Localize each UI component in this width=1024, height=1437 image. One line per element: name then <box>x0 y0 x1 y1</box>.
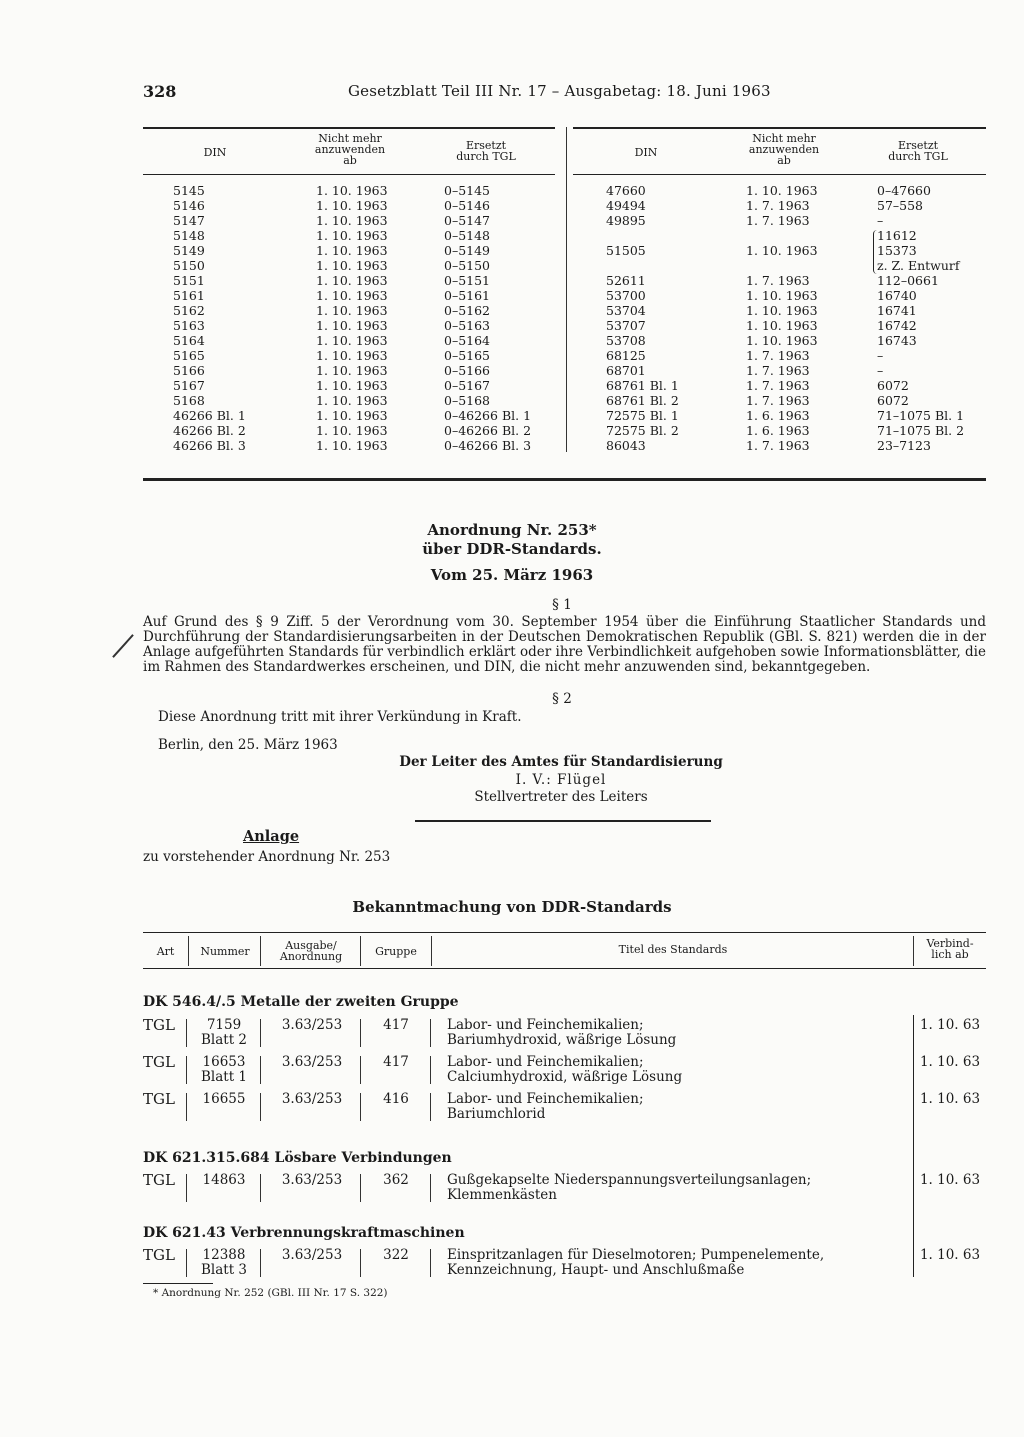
column-tick <box>186 1174 187 1202</box>
ersetzt-header-right: Ersetzt durch TGL <box>888 139 948 163</box>
din-number: 46266 Bl. 1 <box>173 408 246 423</box>
anlage-subtitle: zu vorstehender Anordnung Nr. 253 <box>143 849 391 865</box>
din-table-row <box>173 393 564 408</box>
anlage-title: Anlage <box>243 828 300 845</box>
order-date: Vom 25. März 1963 <box>430 566 594 584</box>
din-header-right: DIN <box>634 146 658 159</box>
replacement-brace <box>873 230 880 274</box>
din-table-row <box>606 288 1024 303</box>
replaced-by-tgl: 0–5167 <box>444 378 491 393</box>
din-number: 86043 <box>606 438 646 453</box>
din-number: 51505 <box>606 243 646 258</box>
din-number: 49895 <box>606 213 646 228</box>
replaced-by-tgl: 0–46266 Bl. 2 <box>444 423 532 438</box>
replaced-by-tgl: 0–5145 <box>444 183 491 198</box>
valid-until-date: 1. 10. 1963 <box>316 423 388 438</box>
replaced-by-tgl: 0–5146 <box>444 198 491 213</box>
column-tick <box>430 1019 431 1047</box>
column-tick <box>260 1019 261 1047</box>
din-number: 5167 <box>173 378 205 393</box>
din-table-row <box>173 198 564 213</box>
issue: 3.63/253 <box>281 1091 343 1107</box>
column-tick <box>360 1056 361 1084</box>
column-tick <box>430 1249 431 1277</box>
replaced-by-tgl: 16742 <box>877 318 917 333</box>
replaced-by-tgl: 0–5147 <box>444 213 491 228</box>
footnote-rule <box>143 1283 213 1284</box>
column-tick <box>430 1093 431 1121</box>
din-table-row <box>173 438 564 453</box>
replaced-by-tgl: 16743 <box>877 333 917 348</box>
din-number: 5150 <box>173 258 205 273</box>
replaced-by-tgl: 0–5166 <box>444 363 491 378</box>
valid-until-date <box>746 258 877 273</box>
replaced-by-tgl: 71–1075 Bl. 2 <box>877 423 965 438</box>
din-number: 72575 Bl. 1 <box>606 408 679 423</box>
valid-until-date: 1. 10. 1963 <box>316 408 388 423</box>
din-table-row <box>173 318 564 333</box>
issue: 3.63/253 <box>281 1054 343 1070</box>
din-table-row <box>606 303 1024 318</box>
art: TGL <box>143 1090 175 1108</box>
replaced-by-tgl: 0–5168 <box>444 393 491 408</box>
replaced-by-tgl: 6072 <box>877 378 909 393</box>
column-tick <box>260 1093 261 1121</box>
din-table-row <box>606 183 1024 198</box>
order-subtitle: über DDR-Standards. <box>422 540 602 558</box>
group: 417 <box>383 1017 409 1033</box>
replaced-by-tgl: 0–47660 <box>877 183 931 198</box>
verbindlich-col-rule <box>913 1015 914 1277</box>
ersetzt-header-left: Ersetzt durch TGL <box>456 139 516 163</box>
valid-from: 1. 10. 63 <box>919 1017 981 1033</box>
din-table-row <box>173 228 564 243</box>
din-number: 5149 <box>173 243 205 258</box>
din-table-row <box>173 408 564 423</box>
column-tick <box>260 1056 261 1084</box>
nicht-mehr-header-right: Nicht mehr anzuwenden ab <box>748 132 820 167</box>
din-number: 5151 <box>173 273 205 288</box>
din-table-row <box>606 423 1024 438</box>
column-tick <box>430 1056 431 1084</box>
replaced-by-tgl: 16741 <box>877 303 917 318</box>
din-table-row <box>173 303 564 318</box>
replaced-by-tgl: 112–0661 <box>877 273 939 288</box>
valid-until-date: 1. 10. 1963 <box>316 438 388 453</box>
din-number: 68125 <box>606 348 646 363</box>
standard-title: Gußgekapselte Niederspannungsverteilungsanlagen; Klemmenkästen <box>447 1172 812 1203</box>
art: TGL <box>143 1171 175 1189</box>
standards-header-rule <box>143 968 986 969</box>
valid-until-date: 1. 7. 1963 <box>746 438 810 453</box>
din-number: 53704 <box>606 303 646 318</box>
valid-until-date: 1. 10. 1963 <box>316 393 388 408</box>
valid-from: 1. 10. 63 <box>919 1172 981 1188</box>
replaced-by-tgl: – <box>877 213 884 228</box>
valid-from: 1. 10. 63 <box>919 1054 981 1070</box>
din-number: 53700 <box>606 288 646 303</box>
din-number: 46266 Bl. 3 <box>173 438 246 453</box>
din-table-row <box>173 378 564 393</box>
din-number: 68761 Bl. 1 <box>606 378 679 393</box>
column-tick <box>360 1249 361 1277</box>
din-number: 5166 <box>173 363 205 378</box>
nicht-mehr-header-left: Nicht mehr anzuwenden ab <box>314 132 386 167</box>
replaced-by-tgl: z. Z. Entwurf <box>877 258 960 273</box>
order-title: Anordnung Nr. 253* <box>427 521 597 539</box>
place-date: Berlin, den 25. März 1963 <box>158 737 338 753</box>
art: TGL <box>143 1246 175 1264</box>
valid-until-date: 1. 6. 1963 <box>746 408 810 423</box>
group: 417 <box>383 1054 409 1070</box>
issue: 3.63/253 <box>281 1247 343 1263</box>
table-top-rule-left <box>143 127 555 129</box>
din-number: 53708 <box>606 333 646 348</box>
din-number: 5162 <box>173 303 205 318</box>
valid-until-date: 1. 10. 1963 <box>316 273 388 288</box>
valid-until-date: 1. 7. 1963 <box>746 213 810 228</box>
din-table-row <box>173 348 564 363</box>
page-number: 328 <box>143 82 177 101</box>
column-tick <box>186 1056 187 1084</box>
section-1-label: § 1 <box>552 597 572 613</box>
valid-until-date: 1. 10. 1963 <box>316 348 388 363</box>
valid-until-date: 1. 10. 1963 <box>316 318 388 333</box>
column-tick <box>360 1174 361 1202</box>
din-number <box>606 258 746 273</box>
din-table-right-body <box>606 183 1024 453</box>
din-number: 5161 <box>173 288 205 303</box>
din-number: 68761 Bl. 2 <box>606 393 679 408</box>
replaced-by-tgl: 71–1075 Bl. 1 <box>877 408 965 423</box>
replaced-by-tgl: 0–5151 <box>444 273 491 288</box>
valid-until-date: 1. 7. 1963 <box>746 348 810 363</box>
section-1-text: Auf Grund des § 9 Ziff. 5 der Verordnung vom 30. September 1954 über die Einführung Staatlicher Standards und Durchführung der Standardisierungsarbeiten in der Deutschen Demokratischen Republik (GBl. S. 821) werden die in der Anlage aufgeführten Standards für verbindlich erklärt oder ihre Verbindlichkeit aufgehoben sowie Informationsblätter, die im Rahmen des Standardwerkes erscheinen, und DIN, die nicht mehr anzuwenden sind, bekanntgegeben. <box>143 614 986 675</box>
valid-from: 1. 10. 63 <box>919 1247 981 1263</box>
valid-until-date: 1. 10. 1963 <box>746 243 818 258</box>
valid-until-date: 1. 10. 1963 <box>316 363 388 378</box>
column-tick <box>360 1019 361 1047</box>
din-number: 5147 <box>173 213 205 228</box>
din-table-row <box>606 438 1024 453</box>
column-tick <box>186 1249 187 1277</box>
replaced-by-tgl: – <box>877 363 884 378</box>
valid-until-date: 1. 10. 1963 <box>316 213 388 228</box>
valid-until-date <box>746 228 877 243</box>
valid-until-date: 1. 7. 1963 <box>746 273 810 288</box>
standard-number: 12388 Blatt 3 <box>200 1247 248 1278</box>
valid-until-date: 1. 10. 1963 <box>316 333 388 348</box>
din-table-row <box>606 258 1024 273</box>
din-table-row <box>606 318 1024 333</box>
footnote: * Anordnung Nr. 252 (GBl. III Nr. 17 S. 322) <box>153 1287 388 1299</box>
group-title: DK 621.43 Verbrennungskraftmaschinen <box>143 1225 465 1241</box>
din-table-row <box>606 198 1024 213</box>
din-table-row <box>173 258 564 273</box>
din-table-row <box>173 423 564 438</box>
valid-until-date: 1. 10. 1963 <box>746 288 818 303</box>
din-number: 5148 <box>173 228 205 243</box>
standard-title: Einspritzanlagen für Dieselmotoren; Pumpenelemente, Kennzeichnung, Haupt- und Anschlußmaße <box>447 1247 825 1278</box>
din-table-row <box>173 333 564 348</box>
group: 362 <box>383 1172 409 1188</box>
din-number: 46266 Bl. 2 <box>173 423 246 438</box>
valid-until-date: 1. 10. 1963 <box>746 318 818 333</box>
table-center-divider <box>566 127 567 452</box>
din-number: 5163 <box>173 318 205 333</box>
replaced-by-tgl: 15373 <box>877 243 917 258</box>
col-sep-2 <box>260 936 261 966</box>
replaced-by-tgl: 0–5148 <box>444 228 491 243</box>
header-gruppe: Gruppe <box>375 945 417 958</box>
din-number: 47660 <box>606 183 646 198</box>
valid-until-date: 1. 10. 1963 <box>316 303 388 318</box>
din-table-row <box>173 273 564 288</box>
din-number: 5164 <box>173 333 205 348</box>
valid-until-date: 1. 10. 1963 <box>316 288 388 303</box>
standard-title: Labor- und Feinchemikalien; Bariumchlorid <box>447 1091 644 1122</box>
replaced-by-tgl: 23–7123 <box>877 438 931 453</box>
din-table-row <box>173 363 564 378</box>
standard-number: 14863 <box>202 1172 246 1188</box>
signer-name: I. V.: Flügel <box>515 772 607 788</box>
din-number: 5168 <box>173 393 205 408</box>
header-ausgabe: Ausgabe/ Anordnung <box>279 939 343 963</box>
column-tick <box>186 1093 187 1121</box>
standard-number: 16655 <box>202 1091 246 1107</box>
valid-from: 1. 10. 63 <box>919 1091 981 1107</box>
din-table-left-body <box>173 183 564 453</box>
group: 322 <box>383 1247 409 1263</box>
din-table-row <box>606 408 1024 423</box>
table-top-rule-right <box>573 127 986 129</box>
standard-number: 16653 Blatt 1 <box>200 1054 248 1085</box>
replaced-by-tgl: 0–5150 <box>444 258 491 273</box>
replaced-by-tgl: 0–5163 <box>444 318 491 333</box>
din-table-row <box>606 393 1024 408</box>
issue: 3.63/253 <box>281 1017 343 1033</box>
din-table-row <box>606 273 1024 288</box>
din-table-row <box>173 288 564 303</box>
signer-org: Der Leiter des Amtes für Standardisierung <box>399 754 723 770</box>
standard-title: Labor- und Feinchemikalien; Calciumhydroxid, wäßrige Lösung <box>447 1054 683 1085</box>
din-table-row <box>606 378 1024 393</box>
valid-until-date: 1. 10. 1963 <box>316 198 388 213</box>
replaced-by-tgl: 0–5161 <box>444 288 491 303</box>
column-tick <box>430 1174 431 1202</box>
margin-mark <box>112 634 134 658</box>
din-header-left: DIN <box>203 146 227 159</box>
valid-until-date: 1. 7. 1963 <box>746 198 810 213</box>
col-sep-1 <box>188 936 189 966</box>
column-tick <box>360 1093 361 1121</box>
replaced-by-tgl: 16740 <box>877 288 917 303</box>
din-table-row <box>606 333 1024 348</box>
replaced-by-tgl: 0–46266 Bl. 1 <box>444 408 532 423</box>
replaced-by-tgl: 11612 <box>877 228 917 243</box>
column-tick <box>260 1174 261 1202</box>
valid-until-date: 1. 10. 1963 <box>746 183 818 198</box>
replaced-by-tgl: 57–558 <box>877 198 924 213</box>
replaced-by-tgl: 6072 <box>877 393 909 408</box>
page-header-title: Gesetzblatt Teil III Nr. 17 – Ausgabetag: 18. Juni 1963 <box>348 82 771 100</box>
replaced-by-tgl: 0–46266 Bl. 3 <box>444 438 532 453</box>
din-number: 72575 Bl. 2 <box>606 423 679 438</box>
din-number: 5145 <box>173 183 205 198</box>
header-verbindlich: Verbind- lich ab <box>926 937 974 961</box>
header-art: Art <box>156 945 175 958</box>
valid-until-date: 1. 10. 1963 <box>316 378 388 393</box>
group-title: DK 546.4/.5 Metalle der zweiten Gruppe <box>143 994 459 1010</box>
valid-until-date: 1. 10. 1963 <box>316 258 388 273</box>
valid-until-date: 1. 7. 1963 <box>746 363 810 378</box>
art: TGL <box>143 1053 175 1071</box>
valid-until-date: 1. 7. 1963 <box>746 378 810 393</box>
table-header-rule-left <box>143 174 555 175</box>
column-tick <box>260 1249 261 1277</box>
header-titel: Titel des Standards <box>618 943 728 956</box>
din-number: 68701 <box>606 363 646 378</box>
col-sep-4 <box>431 936 432 966</box>
din-number: 53707 <box>606 318 646 333</box>
column-tick <box>186 1019 187 1047</box>
group: 416 <box>383 1091 409 1107</box>
valid-until-date: 1. 6. 1963 <box>746 423 810 438</box>
section-2-text: Diese Anordnung tritt mit ihrer Verkündung in Kraft. <box>158 709 522 725</box>
din-table-row <box>606 348 1024 363</box>
signature-rule <box>415 820 711 822</box>
valid-until-date: 1. 7. 1963 <box>746 393 810 408</box>
din-table-row <box>173 183 564 198</box>
din-table-row <box>606 228 1024 243</box>
din-table-row <box>606 363 1024 378</box>
standard-title: Labor- und Feinchemikalien; Bariumhydroxid, wäßrige Lösung <box>447 1017 677 1048</box>
col-sep-3 <box>360 936 361 966</box>
din-table-row <box>606 243 1024 258</box>
replaced-by-tgl: 0–5165 <box>444 348 491 363</box>
replaced-by-tgl: 0–5164 <box>444 333 491 348</box>
din-number: 52611 <box>606 273 646 288</box>
signer-role: Stellvertreter des Leiters <box>474 789 648 805</box>
header-nummer: Nummer <box>200 945 250 958</box>
din-table-row <box>173 243 564 258</box>
table-header-rule-right <box>573 174 986 175</box>
standard-number: 7159 Blatt 2 <box>200 1017 248 1048</box>
standards-top-rule <box>143 932 986 933</box>
table-bottom-rule <box>143 478 986 481</box>
replaced-by-tgl: – <box>877 348 884 363</box>
din-number: 5165 <box>173 348 205 363</box>
replaced-by-tgl: 0–5149 <box>444 243 491 258</box>
valid-until-date: 1. 10. 1963 <box>316 228 388 243</box>
group-title: DK 621.315.684 Lösbare Verbindungen <box>143 1150 452 1166</box>
din-number: 49494 <box>606 198 646 213</box>
valid-until-date: 1. 10. 1963 <box>746 333 818 348</box>
din-number: 5146 <box>173 198 205 213</box>
standards-title: Bekanntmachung von DDR-Standards <box>352 898 672 916</box>
issue: 3.63/253 <box>281 1172 343 1188</box>
valid-until-date: 1. 10. 1963 <box>316 243 388 258</box>
valid-until-date: 1. 10. 1963 <box>746 303 818 318</box>
art: TGL <box>143 1016 175 1034</box>
replaced-by-tgl: 0–5162 <box>444 303 491 318</box>
din-table-row <box>606 213 1024 228</box>
section-2-label: § 2 <box>552 691 572 707</box>
valid-until-date: 1. 10. 1963 <box>316 183 388 198</box>
din-table-row <box>173 213 564 228</box>
din-number <box>606 228 746 243</box>
